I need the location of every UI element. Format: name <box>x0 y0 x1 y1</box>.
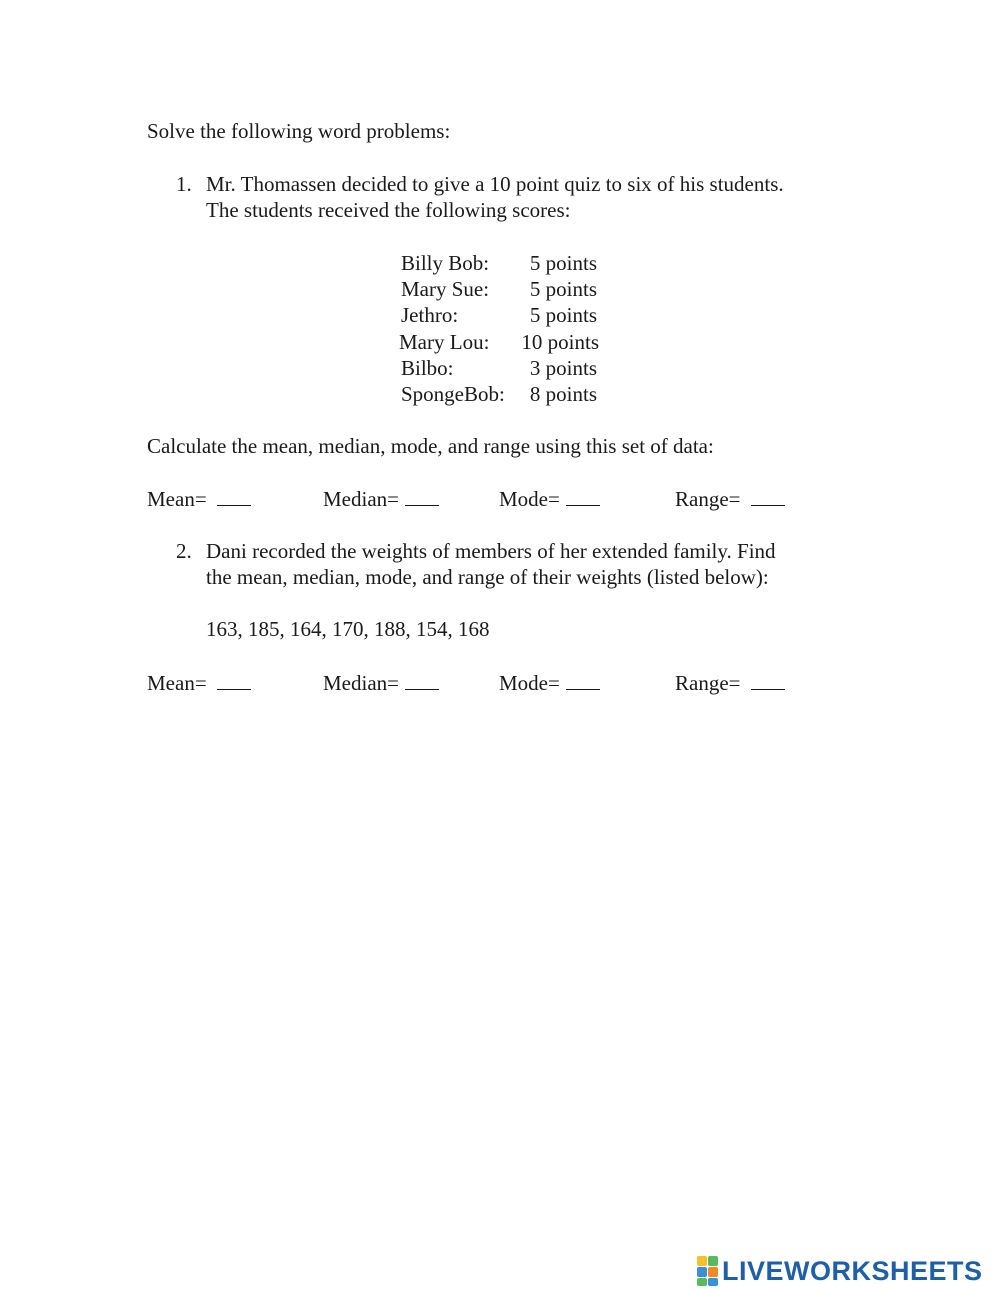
mean-label: Mean= <box>147 487 207 511</box>
student-name: Mary Sue: <box>401 277 490 301</box>
student-points: 10 points <box>521 330 599 354</box>
range-label: Range= <box>675 487 741 511</box>
problem-2-line-2: the mean, median, mode, and range of their weights (listed below): <box>206 565 769 589</box>
mean-blank-input[interactable] <box>217 487 251 506</box>
weights-data: 163, 185, 164, 170, 188, 154, 168 <box>206 617 490 641</box>
student-points: 5 points <box>529 303 597 327</box>
student-points: 8 points <box>529 382 597 406</box>
median-blank-input[interactable] <box>405 671 439 690</box>
answer-median-1 <box>323 486 439 512</box>
mean-label: Mean= <box>147 671 207 695</box>
student-points: 5 points <box>529 251 597 275</box>
student-name: Bilbo: <box>401 356 454 380</box>
liveworksheets-logo <box>697 1256 983 1286</box>
median-label: Median= <box>323 487 399 511</box>
problem-1-number: 1. <box>176 172 192 196</box>
student-name: SpongeBob: <box>401 382 505 406</box>
student-name: Mary Lou: <box>399 330 490 354</box>
range-blank-input[interactable] <box>751 671 785 690</box>
logo-text: LIVEWORKSHEETS <box>722 1255 983 1286</box>
student-points: 3 points <box>529 356 597 380</box>
mode-label: Mode= <box>499 487 560 511</box>
median-blank-input[interactable] <box>405 487 439 506</box>
student-name: Billy Bob: <box>401 251 490 275</box>
answer-range-2 <box>675 670 785 696</box>
mode-blank-input[interactable] <box>566 487 600 506</box>
problem-2-number: 2. <box>176 539 192 563</box>
mean-blank-input[interactable] <box>217 671 251 690</box>
answer-mode-2 <box>499 670 600 696</box>
answer-range-1 <box>675 486 785 512</box>
median-label: Median= <box>323 671 399 695</box>
mode-label: Mode= <box>499 671 560 695</box>
student-name: Jethro: <box>401 303 459 327</box>
mode-blank-input[interactable] <box>566 671 600 690</box>
problem-1-line-2: The students received the following scores: <box>206 198 571 222</box>
answer-mean-1 <box>147 486 251 512</box>
answer-mean-2 <box>147 670 251 696</box>
problem-2-line-1: Dani recorded the weights of members of her extended family. Find <box>206 539 776 563</box>
calculate-instruction: Calculate the mean, median, mode, and range using this set of data: <box>147 434 714 458</box>
range-blank-input[interactable] <box>751 487 785 506</box>
answer-median-2 <box>323 670 439 696</box>
problem-1-line-1: Mr. Thomassen decided to give a 10 point quiz to six of his students. <box>206 172 784 196</box>
answer-mode-1 <box>499 486 600 512</box>
range-label: Range= <box>675 671 741 695</box>
instructions-text: Solve the following word problems: <box>147 119 451 143</box>
student-points: 5 points <box>529 277 597 301</box>
liveworksheets-logo-icon <box>697 1256 718 1286</box>
